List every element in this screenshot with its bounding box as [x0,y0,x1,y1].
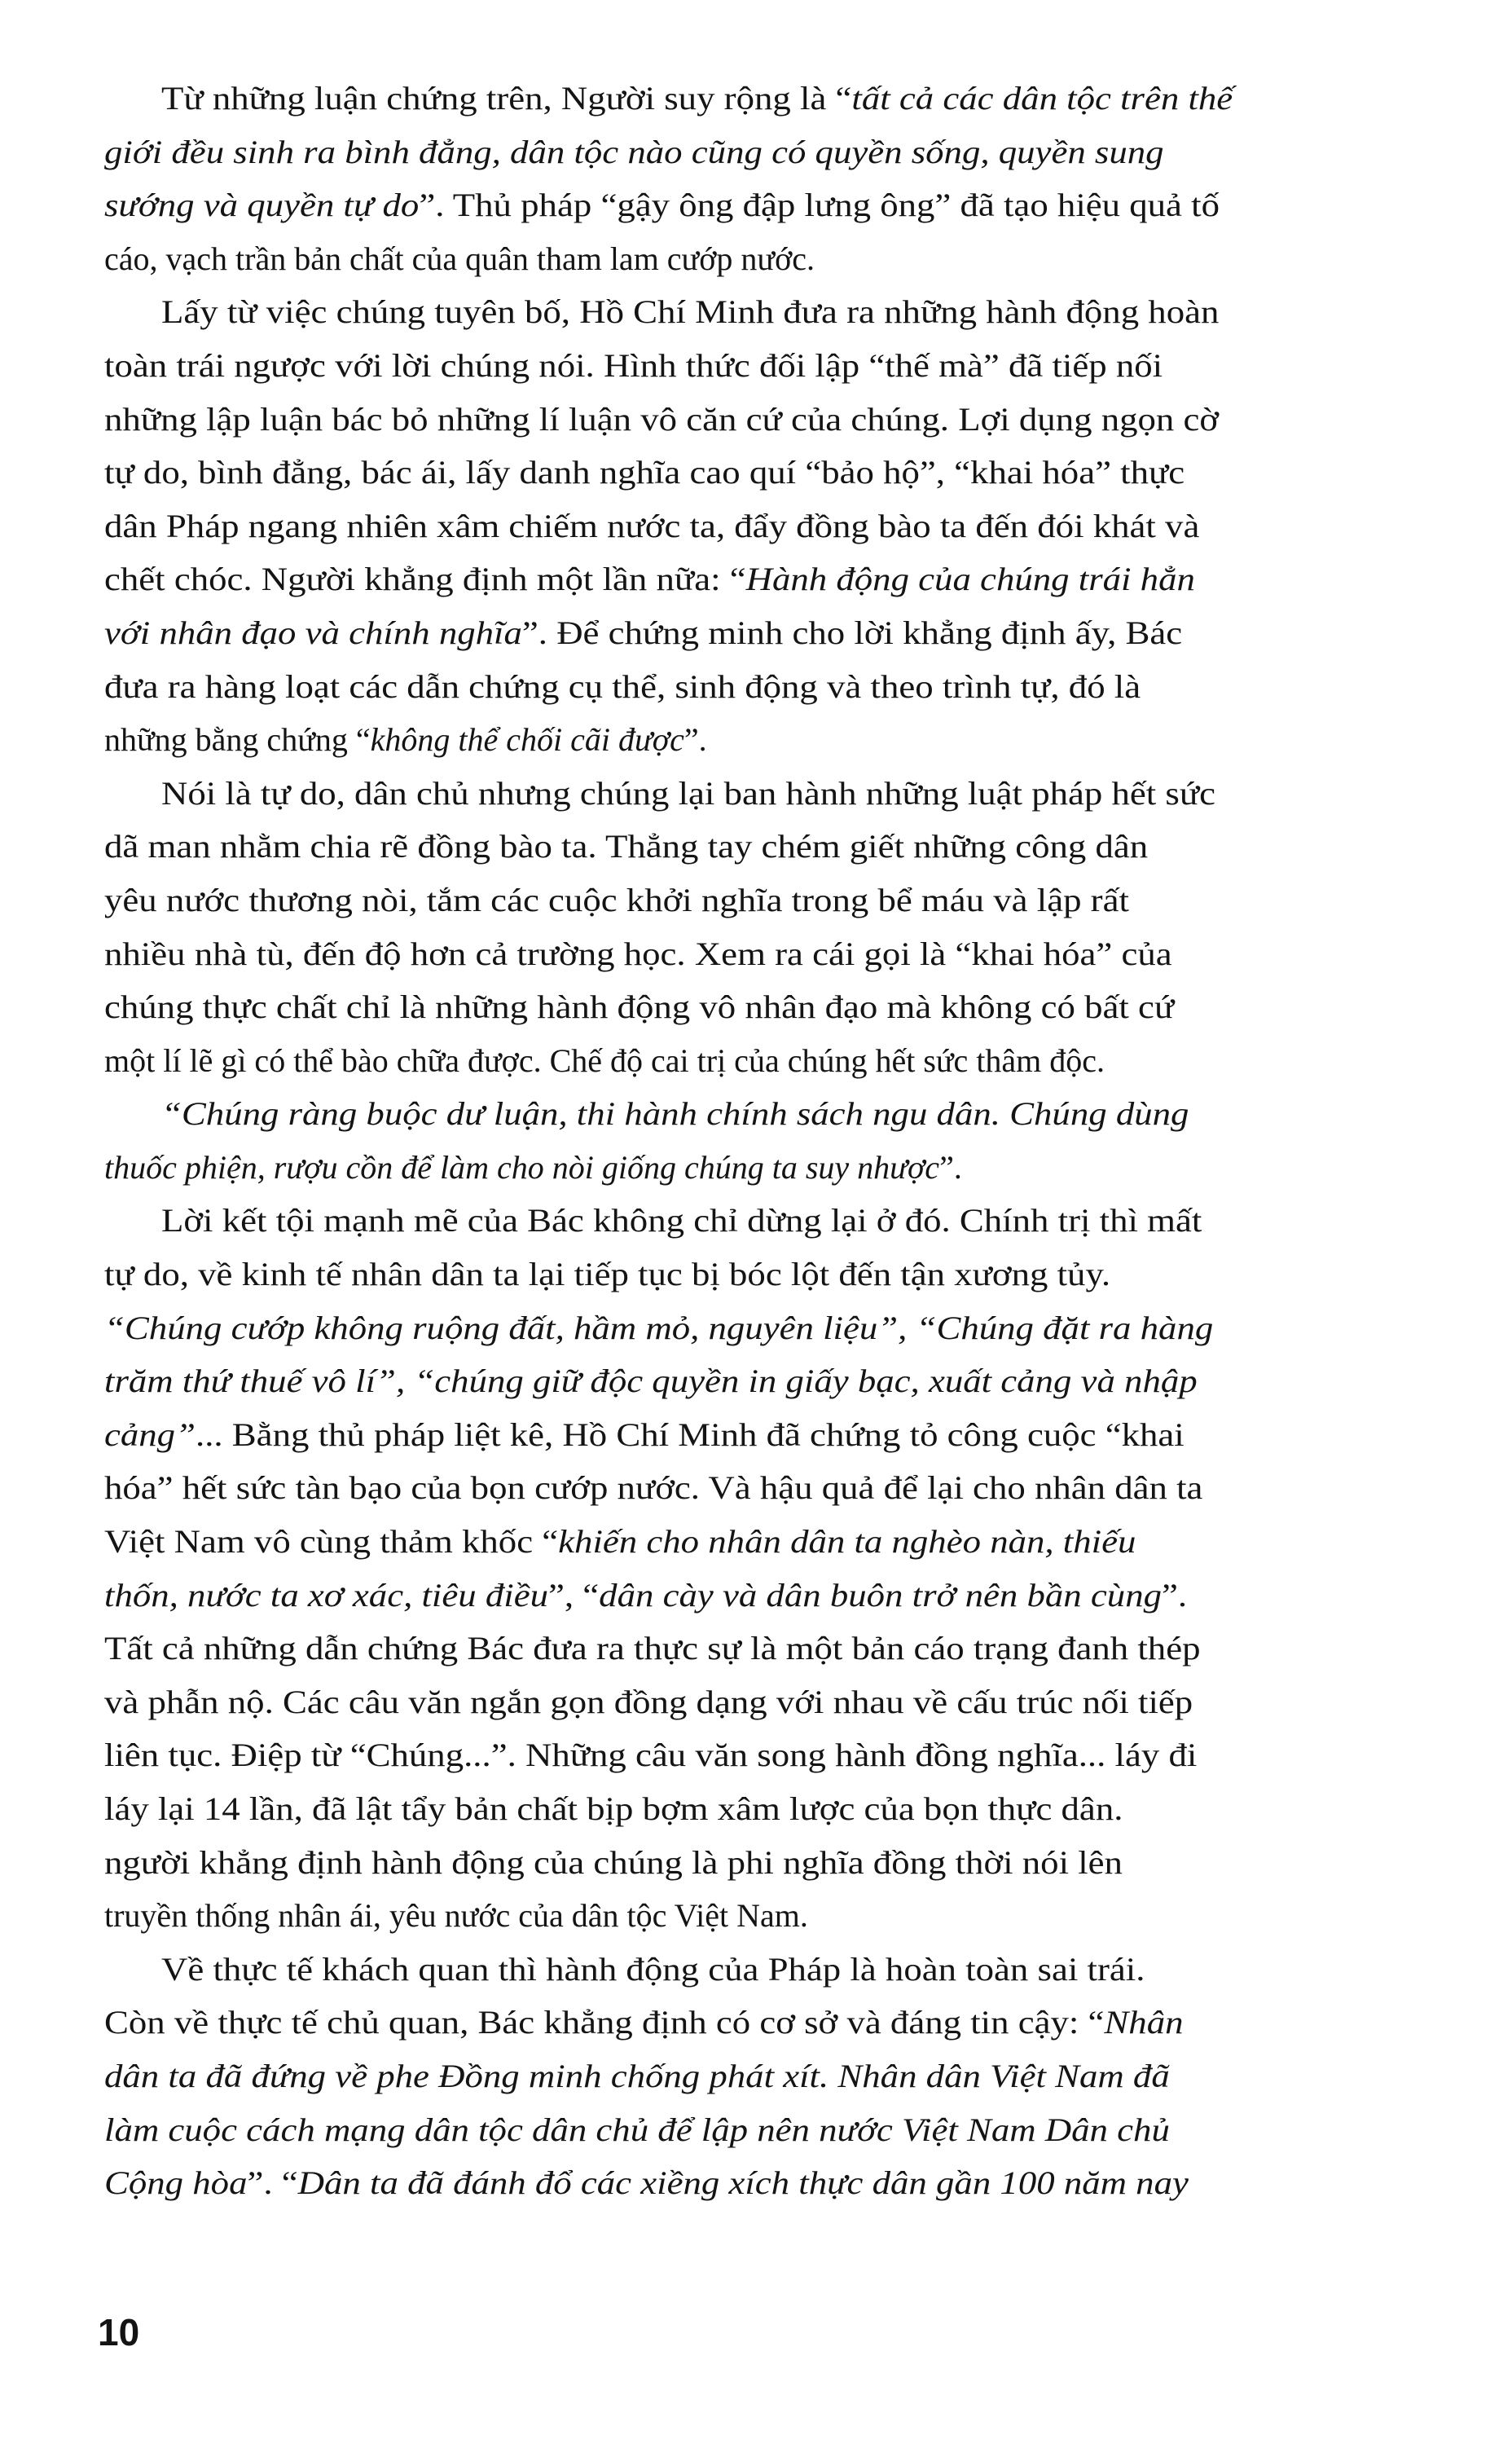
text-line [104,713,1466,767]
text-line-content [104,2156,1189,2210]
text-line-content [104,1248,1110,1301]
italic-quote-text: “Chúng ràng buộc dư luận, thi hành chính sách ngu dân. Chúng dùng [161,1095,1189,1133]
text-line-content [104,1996,1184,2050]
page-number: 10 [98,2311,140,2353]
text-line [104,1569,1466,1622]
plain-text: người khẳng định hành động của chúng là phi nghĩa đồng thời nói lên [104,1843,1123,1881]
text-line-content [161,1943,1145,1997]
text-line-content [104,178,1220,232]
plain-text: Từ những luận chứng trên, Người suy rộng là “ [161,80,852,117]
plain-text: chúng thực chất chỉ là những hành động vô nhân đạo mà không có bất cứ [104,988,1175,1026]
text-line [104,232,1466,286]
plain-text: nhiều nhà tù, đến độ hơn cả trường học. Xem ra cái gọi là “khai hóa” của [104,935,1172,972]
text-line-content [104,1301,1213,1355]
text-line [104,339,1466,393]
text-line-content [104,339,1163,393]
text-line [104,1248,1466,1301]
plain-text: ”. Để chứng minh cho lời khẳng định ấy, Bác [521,614,1183,651]
text-line-content [104,1461,1202,1515]
text-line [104,1034,1466,1088]
text-line [104,125,1466,179]
text-line [104,1728,1466,1782]
text-line-content [104,874,1129,927]
italic-quote-text: Dân ta đã đánh đổ các xiềng xích thực dân gần 100 năm nay [297,2164,1189,2202]
plain-text: dã man nhằm chia rẽ đồng bào ta. Thẳng tay chém giết những công dân [104,828,1149,865]
text-line-content [104,500,1199,553]
text-line [104,606,1466,660]
text-line-content [104,1622,1200,1675]
italic-quote-text: cảng” [104,1416,196,1453]
text-line-content [104,1675,1193,1729]
text-line-content [161,1194,1202,1248]
text-line [104,1087,1466,1141]
plain-text: Còn về thực tế chủ quan, Bác khẳng định có cơ sở và đáng tin cậy: “ [104,2004,1105,2041]
text-line [104,980,1466,1034]
text-line [104,660,1466,714]
plain-text: Tất cả những dẫn chứng Bác đưa ra thực sự là một bản cáo trạng đanh thép [104,1630,1201,1667]
italic-quote-text: dân ta đã đứng về phe Đồng minh chống phát xít. Nhân dân Việt Nam đã [104,2057,1170,2094]
text-line-content [104,393,1219,447]
text-line [104,1141,1466,1195]
italic-quote-text: với nhân đạo và chính nghĩa [104,614,522,651]
text-line-content [104,1836,1123,1890]
text-line [104,820,1466,874]
text-line [104,1354,1466,1408]
italic-quote-text: sướng và quyền tự do [104,187,420,224]
plain-text: tự do, bình đẳng, bác ái, lấy danh nghĩa cao quí “bảo hộ”, “khai hóa” thực [104,454,1185,491]
text-line [104,927,1466,981]
text-line [104,178,1466,232]
text-line [104,1622,1466,1675]
text-line [104,767,1466,821]
italic-quote-text: trăm thứ thuế vô lí”, “chúng giữ độc quyền in giấy bạc, xuất cảng và nhập [104,1363,1198,1400]
text-line [104,1996,1466,2050]
italic-quote-text: làm cuộc cách mạng dân tộc dân chủ để lập nên nước Việt Nam Dân chủ [104,2111,1170,2148]
text-line-content [104,1782,1123,1836]
text-line-content [104,927,1172,981]
text-line [104,1836,1466,1890]
plain-text: toàn trái ngược với lời chúng nói. Hình thức đối lập “thế mà” đã tiếp nối [104,346,1163,384]
text-line [104,393,1466,447]
text-line [104,446,1466,500]
plain-text: yêu nước thương nòi, tắm các cuộc khởi nghĩa trong bể máu và lập rất [104,881,1129,918]
text-line [104,1943,1466,1997]
text-line [104,1515,1466,1569]
plain-text: ”. [1161,1576,1188,1614]
text-line-content [104,820,1148,874]
plain-text: ... Bằng thủ pháp liệt kê, Hồ Chí Minh đã chứng tỏ công cuộc “khai [196,1416,1185,1453]
text-line-content [161,1087,1189,1141]
plain-text: ”. “ [247,2164,298,2202]
text-line [104,1194,1466,1248]
text-line [104,1408,1466,1462]
text-line [104,1461,1466,1515]
plain-text: láy lại 14 lần, đã lật tẩy bản chất bịp bợm xâm lược của bọn thực dân. [104,1790,1123,1827]
text-line [104,500,1466,553]
italic-quote-text: khiến cho nhân dân ta nghèo nàn, thiếu [558,1523,1136,1561]
italic-quote-text: thốn, nước ta xơ xác, tiêu điều [104,1576,549,1614]
plain-text: cáo, vạch trần bản chất của quân tham lam cướp nước. [104,240,815,277]
text-line-content [104,125,1164,179]
text-line-content [104,980,1174,1034]
plain-text: đưa ra hàng loạt các dẫn chứng cụ thể, sinh động và theo trình tự, đó là [104,667,1141,705]
plain-text: tự do, về kinh tế nhân dân ta lại tiếp tục bị bóc lột đến tận xương tủy. [104,1256,1111,1293]
plain-text: Nói là tự do, dân chủ nhưng chúng lại ban hành những luật pháp hết sức [161,774,1216,812]
text-line [104,874,1466,927]
plain-text: Về thực tế khách quan thì hành động của Pháp là hoàn toàn sai trái. [161,1950,1145,1988]
plain-text: Lấy từ việc chúng tuyên bố, Hồ Chí Minh đưa ra những hành động hoàn [161,293,1220,331]
plain-text: những bằng chứng “ [104,721,371,759]
text-line-content [104,1408,1185,1462]
plain-text: hóa” hết sức tàn bạo của bọn cướp nước. Và hậu quả để lại cho nhân dân ta [104,1469,1203,1507]
plain-text: chết chóc. Người khẳng định một lần nữa: “ [104,561,746,598]
text-line-content [161,72,1233,125]
text-line [104,2156,1466,2210]
italic-quote-text: giới đều sinh ra bình đẳng, dân tộc nào cũng có quyền sống, quyền sung [104,133,1164,170]
plain-text: và phẫn nộ. Các câu văn ngắn gọn đồng dạng với nhau về cấu trúc nối tiếp [104,1683,1193,1720]
italic-quote-text: thuốc phiện, rượu cồn để làm cho nòi giống chúng ta suy nhược [104,1148,940,1186]
text-line [104,285,1466,339]
plain-text: liên tục. Điệp từ “Chúng...”. Những câu văn song hành đồng nghĩa... láy đi [104,1737,1198,1774]
text-line-content [104,232,815,286]
text-line [104,72,1466,125]
text-line-content [161,767,1215,821]
text-line [104,2103,1466,2157]
text-line-content [104,553,1195,606]
text-line-content [104,1569,1187,1622]
text-line [104,1675,1466,1729]
body-text [104,72,1466,2210]
plain-text: ”. [939,1148,962,1186]
plain-text: ”. Thủ pháp “gậy ông đập lưng ông” đã tạo hiệu quả tố [419,187,1220,224]
text-line [104,553,1466,606]
text-line [104,1301,1466,1355]
italic-quote-text: tất cả các dân tộc trên thế [851,80,1233,117]
plain-text: Lời kết tội mạnh mẽ của Bác không chỉ dừng lại ở đó. Chính trị thì mất [161,1202,1202,1239]
italic-quote-text: dân cày và dân buôn trở nên bần cùng [599,1576,1162,1614]
italic-quote-text: Cộng hòa [104,2164,248,2202]
text-line-content [104,1141,962,1195]
italic-quote-text: Nhân [1104,2004,1184,2041]
text-line-content [104,660,1141,714]
plain-text: những lập luận bác bỏ những lí luận vô căn cứ của chúng. Lợi dụng ngọn cờ [104,400,1220,438]
text-line-content [104,713,707,767]
plain-text: một lí lẽ gì có thể bào chữa được. Chế độ cai trị của chúng hết sức thâm độc. [104,1041,1105,1079]
text-line-content [104,1515,1136,1569]
text-line [104,1889,1466,1943]
text-line-content [104,2103,1170,2157]
plain-text: dân Pháp ngang nhiên xâm chiếm nước ta, đẩy đồng bào ta đến đói khát và [104,507,1200,544]
plain-text: ”, “ [548,1576,600,1614]
text-line [104,2050,1466,2103]
text-line-content [104,606,1182,660]
italic-quote-text: không thể chối cãi được [370,721,684,759]
italic-quote-text: “Chúng cướp không ruộng đất, hầm mỏ, nguyên liệu”, “Chúng đặt ra hàng [104,1309,1214,1346]
plain-text: ”. [683,721,707,759]
text-line-content [104,446,1185,500]
plain-text: truyền thống nhân ái, yêu nước của dân tộc Việt Nam. [104,1897,808,1935]
text-line-content [104,1034,1105,1088]
text-line-content [104,1728,1197,1782]
text-line [104,1782,1466,1836]
plain-text: Việt Nam vô cùng thảm khốc “ [104,1523,559,1561]
text-line-content [104,1889,808,1943]
text-line-content [104,2050,1170,2103]
text-line-content [161,285,1219,339]
text-line-content [104,1354,1198,1408]
italic-quote-text: Hành động của chúng trái hẳn [745,561,1195,598]
